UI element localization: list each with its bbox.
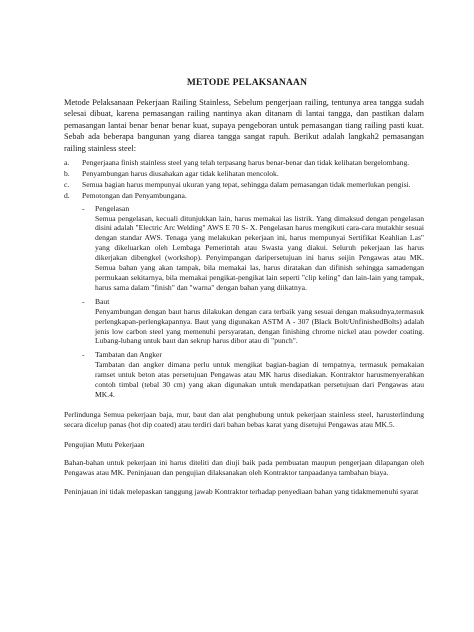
pengujian-paragraph: Bahan-bahan untuk pekerjaan ini harus diteliti dan diuji baik pada pembuatan maupun pengerjaan dilapangan oleh Pengawas atau MK. Peninjauan dan pengujian dilaksanakan oleh Kontraktor tanpaadanya tambahan biaya. — [64, 457, 424, 477]
sub-item-title: Pengelasan — [95, 203, 130, 213]
list-marker: d. — [64, 190, 70, 200]
list-marker: b. — [64, 168, 70, 178]
section-heading: Pengujian Mutu Pekerjaan — [64, 439, 145, 449]
sub-list — [82, 204, 424, 400]
peninjauan-paragraph: Peninjauan ini tidak melepaskan tanggung jawab Kontraktor terhadap penyediaan bahan yang tidakmemenuhi syarat — [64, 486, 419, 496]
list-item-text: Pengerjaana finish stainless steel yang telah terpasang harus benar-benar dan tidak kelihatan bergelombang. — [82, 158, 410, 168]
step-list — [64, 158, 424, 400]
sub-item-body: Tambatan dan angker dimana perlu untuk mengikat bagian-bagian di tempatnya, termasuk pemakaian ramset untuk beton atas persetujuan Pengawas atau MK harus disediakan. Kontraktor harusmenyerahkan contoh timbal (tebal 30 cm) yang akan digunakan untuk mendapatkan persetujuan dari Pengawas atau MK.4. — [95, 360, 424, 399]
list-marker: a. — [64, 158, 70, 168]
list-item — [64, 191, 424, 400]
list-item-text: Penyambungan harus diusahakan agar tidak kelihatan mencolok. — [82, 168, 279, 178]
list-item — [64, 180, 424, 190]
sub-item-body: Penyambungan dengan baut harus dilakukan dengan cara terbaik yang sesuai dengan maksudnya,termasuk perlengkapan-perlengkapannya. Baut yang digunakan ASTM A - 307 (Black Bolt/UnfinishedBolts) adalah jenis low carbon steel yang memenuhi persyaratan, dengan finishing chrome nickel atau powder coating. Lubang-lubang untuk baut dan sekrup harus dibor atau di "punch". — [95, 306, 424, 346]
dash-marker: - — [82, 350, 85, 360]
list-item — [64, 158, 424, 168]
sub-item-title: Baut — [95, 296, 110, 306]
dash-marker: - — [82, 203, 85, 213]
dash-marker: - — [82, 296, 85, 306]
list-item-text: Pemotongan dan Penyambungana. — [82, 190, 187, 200]
document-title: METODE PELAKSANAAN — [186, 78, 308, 88]
list-item-text: Semua bagian harus mempunyai ukuran yang tepat, sehingga dalam pemasangan tidak memerlukan pengisi. — [82, 179, 411, 189]
list-marker: c. — [64, 179, 70, 189]
intro-paragraph: Metode Pelaksanaan Pekerjaan Railing Stainless, Sebelum pengerjaan railing, tentunya area tangga sudah selesai dibuat, karena pemasangan railing nantinya akan ditanam di lantai tangga, dan pastikan dalam pemasangan lantai benar benar benar kuat, supaya pengeboran untuk pemasangan tiang railing pasti kuat. Sebab ada beberapa bangunan yang diarea tangga sangat rapuh. Berikut adalah langkah2 pemasangan railing stainless steel: — [64, 98, 424, 153]
sub-item-tambatan — [82, 350, 424, 400]
list-item — [64, 169, 424, 179]
sub-item-baut — [82, 297, 424, 347]
sub-item-body: Semua pengelasan, kecuali ditunjukkan lain, harus memakai las listrik. Yang dimaksud dengan pengelasan disini adalah "Electric Arc Welding" AWS E 70 S- X. Pengelasan harus mengikuti cara-cara mutakhir sesuai dengan standar AWS. Tenaga yang melakukan pekerjaan ini, harus mempunyai Sertifikat Keahlian Las" yang dikeluarkan oleh Lembaga Pemerintah atau Swasta yang diakui. Seluruh pekerjaan las harus dikerjakan dibengkel (workshop). Penyimpangan daripersetujuan ini harus seijin Pengawas atau MK. Semua bahan yang akan tampak, bila memakai las, harus diratakan dan difinish sehingga samadengan permukaan sekitarnya, bila memakai pengikat-pengikat lain seperti "clip keling" dan lain-lain yang tampak, harus sama dalam "finish" dan "warna" dengan bahan yang diikatnya. — [95, 213, 424, 292]
sub-item-title: Tambatan dan Angker — [95, 350, 162, 360]
sub-item-pengelasan — [82, 204, 424, 293]
perlindungan-paragraph: Perlindunga Semua pekerjaan baja, mur, baut dan alat penghubung untuk pekerjaan stainless steel, harusterlindung secara dicelup panas (hot dip coated) atau terdiri dari bahan bebas karat yang disetujui Pengawas atau MK.5. — [64, 409, 424, 429]
